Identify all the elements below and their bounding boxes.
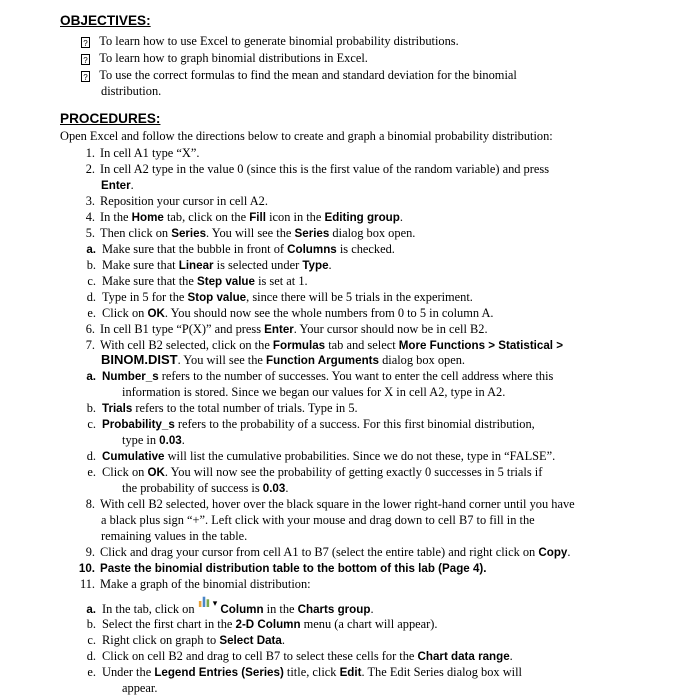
step-11c: c. Right click on graph to Select Data. [87,633,285,647]
step-6: 6. In cell B1 type “P(X)” and press Enter. Your cursor should now be in cell B2. [85,322,488,336]
step-7e-cont: the probability of success is 0.03. [122,481,289,495]
step-11d: d. Click on cell B2 and drag to cell B7 to select these cells for the Chart data range. [86,649,513,663]
step-7b: b. Trials refers to the total number of trials. Type in 5. [86,401,358,415]
step-7a: a. Number_s refers to the number of successes. You want to enter the cell address where this [86,369,554,383]
step-5: 5. Then click on Series. You will see the Series dialog box open. [85,226,416,240]
procedures-heading: PROCEDURES: [60,111,161,126]
step-8-cont: a black plus sign “+”. Left click with your mouse and drag down to cell B7 to fill in the [101,513,535,527]
step-7c: c. Probability_s refers to the probability of a success. For this first binomial distribution, [87,417,535,431]
step-8: 8. With cell B2 selected, hover over the black square in the lower right-hand corner until you have [85,497,575,511]
step-7e: e. Click on OK. You will now see the probability of getting exactly 0 successes in 5 trials if [87,465,543,479]
step-5b: b. Make sure that Linear is selected under Type. [86,258,332,272]
objective-item [81,67,517,83]
column-chart-icon [198,594,210,608]
objective-text: To learn how to graph binomial distributions in Excel. [99,51,368,65]
checkbox-icon: ? [81,71,90,82]
step-11: 11. Make a graph of the binomial distribution: [79,577,311,591]
dropdown-arrow-icon: ▾ [212,598,218,608]
step-5e: e. Click on OK. You should now see the whole numbers from 0 to 5 in column A. [87,306,494,320]
checkbox-icon: ? [81,37,90,48]
step-1: 1. In cell A1 type “X”. [85,146,200,160]
objective-item [81,50,368,66]
objective-text-cont: distribution. [101,84,162,98]
step-2: 2. In cell A2 type in the value 0 (since this is the first value of the random variable) and press [85,162,550,176]
step-8-cont2: remaining values in the table. [101,529,248,543]
step-7a-cont: information is stored. Since we began our values for X in cell A2, type in A2. [122,385,506,399]
step-2-cont: Enter. [101,178,134,192]
step-7c-cont: type in 0.03. [122,433,185,447]
step-11b: b. Select the first chart in the 2-D Column menu (a chart will appear). [86,617,438,631]
step-11e: e. Under the Legend Entries (Series) title, click Edit. The Edit Series dialog box will [87,665,522,679]
objective-text: To use the correct formulas to find the mean and standard deviation for the binomial [99,68,517,82]
step-5c: c. Make sure that the Step value is set at 1. [87,274,308,288]
step-7-cont: BINOM.DIST. You will see the Function Arguments dialog box open. [101,352,466,367]
step-5d: d. Type in 5 for the Stop value, since there will be 5 trials in the experiment. [86,290,473,304]
step-11a: a. In the tab, click on ▾ Column in the Charts group. [86,600,374,618]
step-11e-cont: appear. [122,681,158,695]
step-7: 7. With cell B2 selected, click on the Formulas tab and select More Functions > Statistical > [85,338,564,352]
objective-text: To learn how to use Excel to generate binomial probability distributions. [99,34,459,48]
step-4: 4. In the Home tab, click on the Fill icon in the Editing group. [85,210,403,224]
step-3: 3. Reposition your cursor in cell A2. [85,194,268,208]
checkbox-icon: ? [81,54,90,65]
step-10: 10. Paste the binomial distribution table to the bottom of this lab (Page 4). [78,562,487,575]
step-9: 9. Click and drag your cursor from cell A1 to B7 (select the entire table) and right click on Copy. [85,545,571,559]
objective-item [81,33,459,49]
objectives-heading: OBJECTIVES: [60,13,151,28]
step-5a: a. Make sure that the bubble in front of Columns is checked. [86,242,395,256]
step-7d: d. Cumulative will list the cumulative probabilities. Since we do not these, type in “FALSE”. [86,449,556,463]
procedures-intro: Open Excel and follow the directions below to create and graph a binomial probability distribution: [60,129,553,143]
